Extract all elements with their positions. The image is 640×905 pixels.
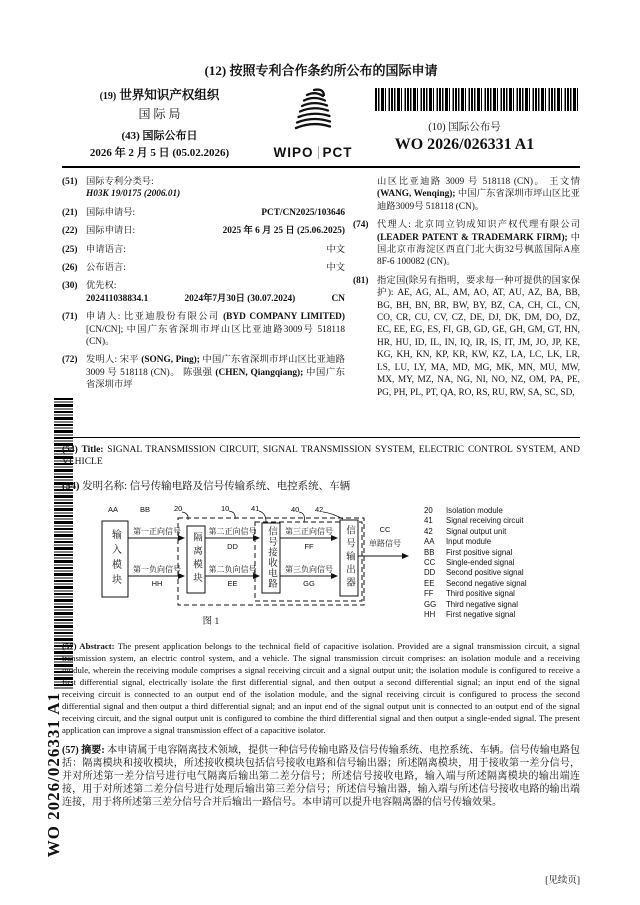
abstract-english: (57) Abstract: The present application belongs to the technical field of capacitive isolation. Provided are a signal transmission circuit, a signal transmission system, an electric control system, and a vehicle. The signal transmission circuit comprises: an isolation module and a receiving module, wherein the receiving module comprises a signal receiving circuit and a signal output unit; the isolation module is configured to receive a first differential signal, electrically isolate the first differential signal, and then output a second differential signal; an input end of the signal receiving circuit is connected to an output end of the isolation module, and the signal receiving circuit is configured to process the second differential signal and then output a third differential signal; and an input end of the signal output unit is connected to an output end of the signal receiving circuit, and the signal output unit is configured to combine the third differential signal and then output a single-ended signal. The present application can improve a signal transmission effect of a capacitive isolator. (62, 640, 581, 735)
priority-country: CN (331, 293, 345, 304)
ref-FF: FF (304, 541, 314, 551)
content-column (62, 0, 580, 810)
wipo-logo-icon (281, 85, 345, 143)
inventor-2-name: 陈强强 (182, 367, 213, 378)
inventor-1-name-en: (SONG, Ping); (141, 355, 200, 366)
header-divider (62, 166, 580, 168)
figure-caption: 图 1 (202, 616, 220, 627)
legend-item: CC Single-ended signal (424, 557, 515, 567)
inventor-1-address: 中国广东省深圳市坪山区比亚迪路 3009 号 518118 (CN)。 (86, 355, 345, 378)
label-first-negative-signal: 第一负向信号 (133, 564, 181, 574)
agent-name-cn: 北京同立钧成知识产权代理有限公司 (414, 220, 580, 231)
pub-no: WO 2026/026331 A1 (394, 136, 535, 153)
label-third-negative-signal: 第三负向信号 (285, 564, 333, 574)
inventor-1-name: 宋平 (119, 355, 139, 366)
inventor-2-address: 中国广东省深圳市坪 (86, 367, 345, 391)
pub-no-label: (10) 国际公布号 (428, 122, 501, 133)
title-divider (62, 437, 580, 438)
agent-name-en: (LEADER PATENT & TRADEMARK FIRM); (377, 232, 568, 243)
filing-date-field: (22) 国际申请日: 2025 年 6 月 25 日 (25.06.2025) (62, 226, 345, 237)
label-second-positive-signal: 第二正向信号 (208, 526, 257, 536)
inventor-3-address: 中国广东省深圳市坪山区比亚迪路3009号 518118 (CN)。 (377, 189, 580, 212)
header-right (369, 85, 580, 160)
org-name: (19) 世界知识产权组织 (99, 88, 220, 102)
publication-language: 中文 (326, 263, 345, 274)
publication-language-field: (26) 公布语言: 中文 (62, 263, 345, 274)
box-input-module: 输入模块 (109, 528, 121, 589)
ref-40: 40 (291, 504, 300, 514)
inventor-2-name-en: (CHEN, Qiangqiang); (215, 367, 304, 378)
ref-AA: AA (108, 504, 119, 514)
inventor-2-address-cont: 山区比亚迪路 3009 号 518118 (CN)。 (377, 177, 546, 187)
ref-BB: BB (140, 504, 151, 514)
ref-42: 42 (315, 504, 324, 514)
title-chinese: (54) 发明名称: 信号传输电路及信号传输系统、电控系统、车辆 (62, 480, 351, 492)
applicant-address: [CN/CN]; 中国广东省深圳市坪山区比亚迪路3009号 518118 (CN)。 (86, 324, 345, 348)
box-isolation-module: 隔离模块 (191, 532, 201, 587)
barcode-top (375, 88, 580, 111)
filing-date: 2025 年 6 月 25 日 (25.06.2025) (222, 226, 345, 237)
biblio-left-column (62, 176, 345, 405)
label-third-positive-signal: 第三正向信号 (285, 526, 333, 536)
legend-item: BB First positive signal (424, 547, 513, 557)
legend-item: AA Input module (424, 537, 492, 547)
legend-item: HH First negative signal (424, 609, 516, 619)
priority-date: 2024年7月30日 (30.07.2024) (184, 293, 296, 304)
applicant-name-cn: 比亚迪股份有限公司 (124, 312, 220, 323)
biblio-right-column (353, 176, 580, 405)
filing-language-field: (25) 申请语言: 中文 (62, 244, 345, 255)
org-label: (19) (99, 91, 117, 102)
figure-legend (424, 506, 580, 620)
filing-language: 中文 (326, 244, 345, 255)
applicant-name-en: (BYD COMPANY LIMITED) (223, 312, 345, 323)
legend-item: 41 Signal receiving circuit (424, 516, 524, 526)
priority-field: (30) 优先权: 202411038834.1 2024年7月30日 (30.07.2024) CN (62, 281, 345, 304)
abstract-chinese: (57) 摘要: 本申请属于电容隔离技术领域，提供一种信号传输电路及信号传输系统、电控系统、车辆。信号传输电路包括：隔离模块和接收模块，所述接收模块包括信号接收电路和信号输出器；所述隔离模块，用于接收第一差分信号，并对所述第一差分信号进行电气隔离后输出第二差分信号；所述信号接收电路，输入端与所述隔离模块的输出端连接，用于对所述第二差分信号进行处理后输出第三差分信号；所述信号输出器，输入端与所述信号接收电路的输出端连接，用于将所述第三差分信号合并后输出一路信号。本申请可以提升电容隔离器的信号传输效果。 (62, 744, 580, 809)
continuation-note: [见续页] (545, 876, 580, 886)
header-center (257, 85, 369, 160)
legend-item: EE Second negative signal (424, 578, 527, 588)
vertical-pub-number-text: WO 2026/026331 A1 (44, 692, 63, 858)
application-number: PCT/CN2025/103646 (261, 207, 345, 218)
legend-item: DD Second positive signal (424, 568, 524, 578)
ipc-value: H03K 19/0175 (2006.01) (86, 189, 181, 200)
legend-item: 42 Signal output unit (424, 526, 507, 536)
wipo-pct-wordmark: WIPO PCT (273, 145, 353, 160)
pub-date: 2026 年 2 月 5 日 (05.02.2026) (89, 147, 230, 159)
pub-date-label: (43) 国际公布日 (121, 130, 198, 142)
inventors-continuation (353, 176, 580, 213)
header-row (62, 85, 580, 160)
designated-states-field: (81) 指定国(除另有指明，要求每一种可提供的国家保护): AE, AG, AL, AM, AO, AT, AU, AZ, BA, BB, BG, BH, BN, BR, BW, BY, BZ, CA, CH, CL, CN, CO, CR, CU, CV, CZ, DE, DJ, DK, DM, DO, DZ, EC, EE, EG, ES, FI, GB, GD, GE, GH, GM, GT, HN, HR, HU, ID, IL, IN, IQ, IR, IS, IT, JM, JO, JP, KE, KG, KH, KN, KP, KR, KW, KZ, LA, LC, LK, LR, LS, LU, LY, MA, MD, MG, MK, MN, MU, MW, MX, MY, MZ, NA, NG, NI, NO, NZ, OM, PA, PE, PG, PH, PL, PT, QA, RO, RS, RU, RW, SA, SC, SD, (353, 275, 580, 398)
bibliographic-section (62, 176, 580, 405)
agent-field: (74) 代理人: 北京同立钧成知识产权代理有限公司 (LEADER PATENT & TRADEMARK FIRM); 中国北京市海淀区西直门北大街32号枫蓝国际A座8F-6 100082 (CN)。 (353, 220, 580, 268)
inventor-3-name: 王文情 (549, 177, 580, 187)
ref-EE: EE (227, 578, 238, 588)
applicant-field: (71) 申请人: 比亚迪股份有限公司 (BYD COMPANY LIMITED) [CN/CN]; 中国广东省深圳市坪山区比亚迪路3009号 518118 (CN)。 (62, 312, 345, 348)
org-sub: 国 际 局 (138, 107, 181, 121)
inventor-3-name-en: (WANG, Wenqing); (377, 189, 456, 200)
label-first-positive-signal: 第一正向信号 (133, 526, 181, 536)
ref-CC: CC (379, 524, 391, 534)
agent-address: 中国北京市海淀区西直门北大街32号枫蓝国际A座8F-6 100082 (CN)。 (377, 232, 580, 268)
designated-states-list: AE, AG, AL, AM, AO, AT, AU, AZ, BA, BB, BG, BH, BN, BR, BW, BY, BZ, CA, CH, CL, CN, CO, CR, CU, CV, CZ, DE, DJ, DK, DM, DO, DZ, EC, EE, EG, ES, FI, GB, GD, GE, GH, GM, GT, HN, HR, HU, ID, IL, IN, IQ, IR, IS, IT, JM, JO, JP, KE, KG, KH, KN, KP, KR, KW, KZ, LA, LC, LK, LR, LS, LU, LY, MA, MD, MG, MK, MN, MU, MW, MX, MY, MZ, NA, NG, NI, NO, NZ, OM, PA, PE, PG, PH, PL, PT, QA, RO, RS, RU, RW, SA, SC, SD, (377, 288, 580, 398)
ref-10: 10 (221, 503, 230, 513)
title-english: (54) Title: SIGNAL TRANSMISSION CIRCUIT, SIGNAL TRANSMISSION SYSTEM, ELECTRIC CONTROL SYSTEM, AND VEHICLE (62, 444, 581, 468)
figure-section (62, 505, 580, 635)
ref-HH: HH (151, 578, 163, 588)
ipc-field: (51) 国际专利分类号: H03K 19/0175 (2006.01) (62, 177, 181, 200)
box-signal-output-unit: 信号输出器 (344, 525, 354, 591)
wordmark-divider (318, 146, 319, 159)
legend-item: FF Third positive signal (424, 589, 515, 599)
legend-item: GG Third negative signal (424, 599, 518, 609)
ref-GG: GG (303, 578, 315, 588)
label-second-negative-signal: 第二负向信号 (208, 564, 257, 574)
inventors-field: (72) 发明人: 宋平 (SONG, Ping); 中国广东省深圳市坪山区比亚迪路 3009 号 518118 (CN)。 陈强强 (CHEN, Qiangqiang); 中国广东省深圳市坪 (62, 355, 345, 391)
ref-41: 41 (251, 503, 260, 513)
application-number-field: (21) 国际申请号: PCT/CN2025/103646 (62, 207, 345, 218)
header-left (62, 85, 257, 160)
ref-DD: DD (227, 541, 238, 551)
priority-number: 202411038834.1 (86, 293, 149, 304)
ref-20: 20 (174, 503, 183, 513)
box-signal-receiving-circuit: 信号接收电路 (266, 526, 276, 590)
legend-item: 20 Isolation module (424, 505, 503, 515)
document-type-line: (12) 按照专利合作条约所公布的国际申请 (204, 63, 438, 78)
label-single-ended-signal: 单路信号 (369, 538, 401, 548)
